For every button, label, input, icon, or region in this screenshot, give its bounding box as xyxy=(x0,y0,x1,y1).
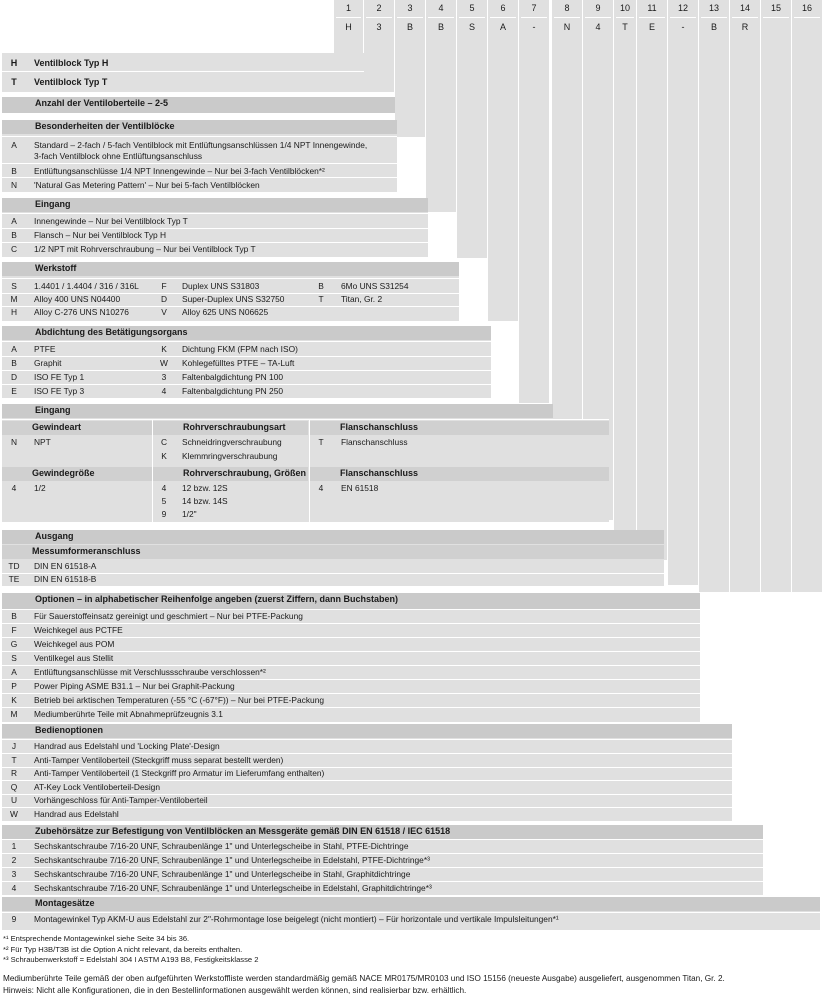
row-code: 3 xyxy=(11,869,17,879)
row-text: Sechskantschraube 7/16-20 UNF, Schraubenlänge 1" und Unterlegscheibe in Stahl, Graphitdichtringe xyxy=(34,869,411,879)
montage-title: Montagesätze xyxy=(2,897,820,911)
row-code: 2 xyxy=(11,855,17,865)
row-text: 1.4401 / 1.4404 / 316 / 316L xyxy=(34,281,139,291)
column-header-5 xyxy=(457,0,488,37)
column-divider xyxy=(521,17,547,18)
column-header-7 xyxy=(519,0,550,37)
column-band xyxy=(668,37,698,585)
selected-code: T xyxy=(622,22,628,32)
row-code: K xyxy=(161,451,167,461)
row-code: A xyxy=(11,216,17,226)
row-code: C xyxy=(10,244,18,254)
row-divider xyxy=(2,356,491,357)
row-text: 1/2 NPT mit Rohrverschraubung – Nur bei Ventilblock Typ T xyxy=(34,244,256,254)
column-divider xyxy=(639,17,665,18)
column-header-2 xyxy=(364,0,395,37)
row-code: 9 xyxy=(161,509,167,519)
row-text: Ventilkegel aus Stellit xyxy=(34,653,114,663)
row-code: 1 xyxy=(11,841,17,851)
column-divider xyxy=(397,17,423,18)
column-number: 1 xyxy=(345,3,351,13)
selected-code: A xyxy=(499,22,506,32)
row-text: EN 61518 xyxy=(341,483,379,493)
row-divider xyxy=(2,419,609,420)
col-divider xyxy=(152,420,153,522)
row-text: Power Piping ASME B31.1 – Nur bei Graphit-Packung xyxy=(34,681,235,691)
note: Mediumberührte Teile gemäß der oben aufgeführten Werkstoffliste werden standardmäßig gemäß NACE MR0175/MR0103 und ISO 15156 (neueste Ausgabe) ausgeliefert, ausgenommen Titan, Gr. 2. xyxy=(3,974,725,983)
row-code: W xyxy=(160,358,168,368)
type-code: T xyxy=(11,77,17,87)
row-divider xyxy=(2,242,428,243)
row-text: AT-Key Lock Ventiloberteil-Design xyxy=(34,781,160,792)
row-divider xyxy=(2,177,397,178)
row-code: 4 xyxy=(11,483,17,493)
row-text: Für Sauerstoffeinsatz gereinigt und geschmiert – Nur bei PTFE-Packung xyxy=(34,611,303,621)
column-header-13 xyxy=(699,0,730,37)
row-code: J xyxy=(11,741,17,751)
row-text: Alloy C-276 UNS N10276 xyxy=(34,307,129,317)
column-header-11 xyxy=(637,0,668,37)
note: Hinweis: Nicht alle Konfigurationen, die in den Bestellinformationen ausgewählt werden können, sind realisierbar bzw. erhältlich. xyxy=(3,985,467,995)
abdichtung-title: Abdichtung des Betätigungsorgans xyxy=(2,326,491,340)
werkstoff-title: Werkstoff xyxy=(2,262,459,276)
column-number: 11 xyxy=(647,3,657,13)
row-code: S xyxy=(11,653,17,663)
column-number: 2 xyxy=(376,3,382,13)
row-code: 3 xyxy=(161,372,167,382)
column-number: 16 xyxy=(801,3,812,13)
row-code: D xyxy=(10,372,18,382)
row-divider xyxy=(2,71,364,72)
column-header-15 xyxy=(761,0,792,37)
column-band xyxy=(699,37,729,592)
row-text: Innengewinde – Nur bei Ventilblock Typ T xyxy=(34,216,188,226)
row-divider xyxy=(2,881,763,882)
row-divider xyxy=(2,707,700,708)
column-number: 9 xyxy=(595,3,601,13)
row-divider xyxy=(2,679,700,680)
row-code: K xyxy=(161,344,167,354)
type-code: H xyxy=(10,58,18,68)
flanschanschluss-title: Flanschanschluss xyxy=(310,421,609,435)
row-text: Alloy 625 UNS N06625 xyxy=(182,307,269,317)
row-text: Faltenbalgdichtung PN 100 xyxy=(182,372,284,382)
row-code: H xyxy=(10,307,18,317)
row-text: Alloy 400 UNS N04400 xyxy=(34,294,121,304)
row-code: Q xyxy=(10,781,18,792)
column-divider xyxy=(616,17,634,18)
row-code: TE xyxy=(8,574,20,584)
row-divider xyxy=(2,228,428,229)
row-code: N xyxy=(10,437,18,447)
row-text: Vorhängeschloss für Anti-Tamper-Ventiloberteil xyxy=(34,795,208,805)
row-code: M xyxy=(10,294,18,304)
column-header-10 xyxy=(614,0,637,37)
row-divider xyxy=(2,853,763,854)
column-header-8 xyxy=(552,0,583,37)
row-text: ISO FE Typ 3 xyxy=(34,386,85,396)
row-code: P xyxy=(11,681,17,691)
footnote: *² Für Typ H3B/T3B ist die Option A nicht relevant, da bereits enthalten. xyxy=(3,944,243,954)
row-text: DIN EN 61518-B xyxy=(34,574,97,584)
row-text: Flansch – Nur bei Ventilblock Typ H xyxy=(34,230,167,240)
row-text: DIN EN 61518-A xyxy=(34,561,97,571)
column-header-14 xyxy=(730,0,761,37)
row-code: B xyxy=(11,358,17,368)
column-header-3 xyxy=(395,0,426,37)
selected-code: 4 xyxy=(595,22,601,32)
row-divider xyxy=(2,739,732,740)
column-header-9 xyxy=(583,0,614,37)
rohrverschraubung-groessen-title: Rohrverschraubung, Größen xyxy=(153,467,308,481)
row-code: U xyxy=(10,795,18,805)
row-text: NPT xyxy=(34,437,51,447)
column-divider xyxy=(670,17,696,18)
row-text: Weichkegel aus PCTFE xyxy=(34,625,123,635)
selected-code: S xyxy=(468,22,475,32)
row-text: Betrieb bei arktischen Temperaturen (-55 °C (-67°F)) – Nur bei PTFE-Packung xyxy=(34,695,325,705)
row-code: N xyxy=(10,180,18,190)
row-text: Faltenbalgdichtung PN 250 xyxy=(182,386,284,396)
messumformeranschluss-title: Messumformeranschluss xyxy=(2,545,664,559)
row-text: Sechskantschraube 7/16-20 UNF, Schraubenlänge 1" und Unterlegscheibe in Edelstahl, PTFE-Dichtringe*³ xyxy=(34,855,430,865)
column-header-16 xyxy=(792,0,823,37)
column-divider xyxy=(490,17,516,18)
row-text: Handrad aus Edelstahl und 'Locking Plate'-Design xyxy=(34,741,220,751)
column-number: 4 xyxy=(438,3,444,13)
row-text: Graphit xyxy=(34,358,62,368)
row-divider xyxy=(2,384,491,385)
bedien-title: Bedienoptionen xyxy=(2,724,732,738)
column-header-6 xyxy=(488,0,519,37)
column-divider xyxy=(336,17,361,18)
besonderheiten-title: Besonderheiten der Ventilblöcke xyxy=(2,120,397,134)
row-text: Anti-Tamper Ventiloberteil (1 Steckgriff pro Armatur im Lieferumfang enthalten) xyxy=(34,768,325,778)
row-code: T xyxy=(11,754,17,765)
zubehoer-title: Zubehörsätze zur Befestigung von Ventilblöcken an Messgeräte gemäß DIN EN 61518 / IEC 61518 xyxy=(2,825,763,839)
row-text: Dichtung FKM (FPM nach ISO) xyxy=(182,344,298,354)
row-text: 14 bzw. 14S xyxy=(182,496,228,506)
row-divider xyxy=(2,637,700,638)
column-number: 13 xyxy=(708,3,719,13)
row-code: A xyxy=(11,344,17,354)
row-divider xyxy=(2,163,397,164)
row-code: C xyxy=(160,437,168,447)
column-number: 5 xyxy=(469,3,475,13)
column-band xyxy=(761,37,791,592)
type-label: Ventilblock Typ H xyxy=(34,58,109,68)
row-text: Montagewinkel Typ AKM-U aus Edelstahl zur 2"-Rohrmontage lose beigelegt (nicht montiert) – Für horizontale und vertikale Impulsleitungen*¹ xyxy=(34,914,559,924)
row-divider xyxy=(2,370,491,371)
gewindeart-title: Gewindeart xyxy=(2,421,152,435)
selected-code: R xyxy=(741,22,749,32)
row-code: F xyxy=(11,625,17,635)
optionen-title: Optionen – in alphabetischer Reihenfolge angeben (zuerst Ziffern, dann Buchstaben) xyxy=(2,593,700,609)
row-text: 'Natural Gas Metering Pattern' – Nur bei 5-fach Ventilblöcken xyxy=(34,180,260,190)
row-code: 9 xyxy=(11,914,17,924)
footnote: *³ Schraubenwerkstoff = Edelstahl 304 I ASTM A193 B8, Festigkeitsklasse 2 xyxy=(3,955,259,964)
ausgang-title: Ausgang xyxy=(2,530,664,544)
selected-code: - xyxy=(532,22,536,32)
row-text-cont: 3-fach Ventilblock ohne Entlüftungsanschluss xyxy=(34,151,203,161)
row-text: 1/2" xyxy=(182,509,197,519)
row-divider xyxy=(2,278,459,279)
column-number: 10 xyxy=(619,3,630,13)
row-divider xyxy=(2,136,397,137)
column-band xyxy=(364,37,394,92)
row-divider xyxy=(2,213,428,214)
row-text: 1/2 xyxy=(34,483,46,493)
column-number: 3 xyxy=(407,3,413,13)
row-text: Mediumberührte Teile mit Abnahmeprüfzeugnis 3.1 xyxy=(34,709,223,719)
column-divider xyxy=(554,17,580,18)
column-band xyxy=(488,37,518,321)
gewindegroesse-title: Gewindegröße xyxy=(2,467,152,481)
anzahl-title: Anzahl der Ventiloberteile – 2-5 xyxy=(2,97,395,113)
row-divider xyxy=(2,623,700,624)
row-code: A xyxy=(11,140,17,150)
row-code: V xyxy=(161,307,167,317)
row-code: 4 xyxy=(161,386,167,396)
row-text: Handrad aus Edelstahl xyxy=(34,808,119,819)
column-divider xyxy=(732,17,758,18)
rohrverschraubungsart-title: Rohrverschraubungsart xyxy=(153,421,308,435)
row-divider xyxy=(2,341,491,342)
column-band xyxy=(614,37,636,560)
row-divider xyxy=(2,609,700,610)
column-band xyxy=(519,37,549,403)
column-number: 12 xyxy=(677,3,688,13)
row-code: 4 xyxy=(161,483,167,493)
column-band xyxy=(637,37,667,560)
column-header-12 xyxy=(668,0,699,37)
type-label: Ventilblock Typ T xyxy=(34,77,108,87)
row-text: Standard – 2-fach / 5-fach Ventilblock mit Entlüftungsanschlüssen 1/4 NPT Innengewinde, xyxy=(34,140,368,150)
flanschanschluss-2-title: Flanschanschluss xyxy=(310,467,609,481)
row-divider xyxy=(2,867,763,868)
selected-code: B xyxy=(437,22,444,32)
row-text: Flanschanschluss xyxy=(341,437,408,447)
row-code: W xyxy=(10,808,18,819)
row-text: Weichkegel aus POM xyxy=(34,639,115,649)
row-code: K xyxy=(11,695,17,705)
selected-code: H xyxy=(345,22,352,32)
row-code: D xyxy=(160,294,168,304)
eingang-1-title: Eingang xyxy=(2,198,428,212)
row-text: Sechskantschraube 7/16-20 UNF, Schraubenlänge 1" und Unterlegscheibe in Edelstahl, Graphitdichtringe*³ xyxy=(34,883,432,893)
column-divider xyxy=(459,17,485,18)
row-code: F xyxy=(161,281,167,291)
column-number: 14 xyxy=(739,3,750,13)
row-divider xyxy=(2,839,763,840)
row-text: PTFE xyxy=(34,344,56,354)
column-header-4 xyxy=(426,0,457,37)
column-band xyxy=(792,37,822,592)
column-number: 8 xyxy=(564,3,570,13)
row-code: M xyxy=(10,709,18,719)
selected-code: E xyxy=(648,22,655,32)
row-code: B xyxy=(11,166,17,176)
column-band xyxy=(395,37,425,137)
selected-code: 3 xyxy=(376,22,382,32)
column-divider xyxy=(763,17,789,18)
row-code: A xyxy=(11,667,17,677)
row-divider xyxy=(2,665,700,666)
row-text: Klemmringverschraubung xyxy=(182,451,278,461)
selected-code: B xyxy=(406,22,413,32)
row-text: Entlüftungsanschlüsse mit Verschlussschraube verschlossen*² xyxy=(34,667,266,677)
row-text: Super-Duplex UNS S32750 xyxy=(182,294,285,304)
column-band xyxy=(730,37,760,592)
row-divider xyxy=(2,573,664,574)
row-code: TD xyxy=(8,561,20,571)
selected-code: N xyxy=(563,22,571,32)
row-text: Duplex UNS S31803 xyxy=(182,281,260,291)
row-text: Entlüftungsanschlüsse 1/4 NPT Innengewinde – Nur bei 3-fach Ventilblöcken*² xyxy=(34,166,325,176)
column-divider xyxy=(701,17,727,18)
row-text: ISO FE Typ 1 xyxy=(34,372,85,382)
column-divider xyxy=(366,17,392,18)
eingang-2-title: Eingang xyxy=(2,404,553,418)
column-band xyxy=(426,37,456,212)
row-code: B xyxy=(11,230,17,240)
column-divider xyxy=(428,17,454,18)
column-number: 15 xyxy=(770,3,781,13)
row-code: B xyxy=(11,611,17,621)
column-number: 6 xyxy=(500,3,506,13)
row-divider xyxy=(2,912,820,913)
column-band xyxy=(457,37,487,258)
row-code: R xyxy=(10,768,18,778)
row-text: Sechskantschraube 7/16-20 UNF, Schraubenlänge 1" und Unterlegscheibe in Stahl, PTFE-Dichtringe xyxy=(34,841,409,851)
row-code: 5 xyxy=(161,496,167,506)
column-number: 7 xyxy=(531,3,537,13)
row-text: Titan, Gr. 2 xyxy=(341,294,383,304)
col-divider xyxy=(309,420,310,522)
row-code: 4 xyxy=(318,483,324,493)
column-divider xyxy=(794,17,820,18)
row-code: T xyxy=(318,294,324,304)
row-divider xyxy=(2,693,700,694)
row-divider xyxy=(2,651,700,652)
footnote: *¹ Entsprechende Montagewinkel siehe Seite 34 bis 36. xyxy=(3,934,190,943)
row-code: 4 xyxy=(11,883,17,893)
column-divider xyxy=(585,17,611,18)
row-code: T xyxy=(318,437,324,447)
column-header-1 xyxy=(334,0,364,37)
row-code: B xyxy=(318,281,324,291)
row-text: Kohlegefülltes PTFE – TA-Luft xyxy=(182,358,295,368)
row-text: 12 bzw. 12S xyxy=(182,483,228,493)
selected-code: B xyxy=(710,22,717,32)
row-code: S xyxy=(11,281,17,291)
row-code: G xyxy=(10,639,18,649)
row-code: E xyxy=(11,386,17,396)
row-text: Schneidringverschraubung xyxy=(182,437,282,447)
row-text: Anti-Tamper Ventiloberteil (Steckgriff muss separat bestellt werden) xyxy=(34,754,284,765)
row-text: 6Mo UNS S31254 xyxy=(341,281,409,291)
selected-code: - xyxy=(681,22,685,32)
